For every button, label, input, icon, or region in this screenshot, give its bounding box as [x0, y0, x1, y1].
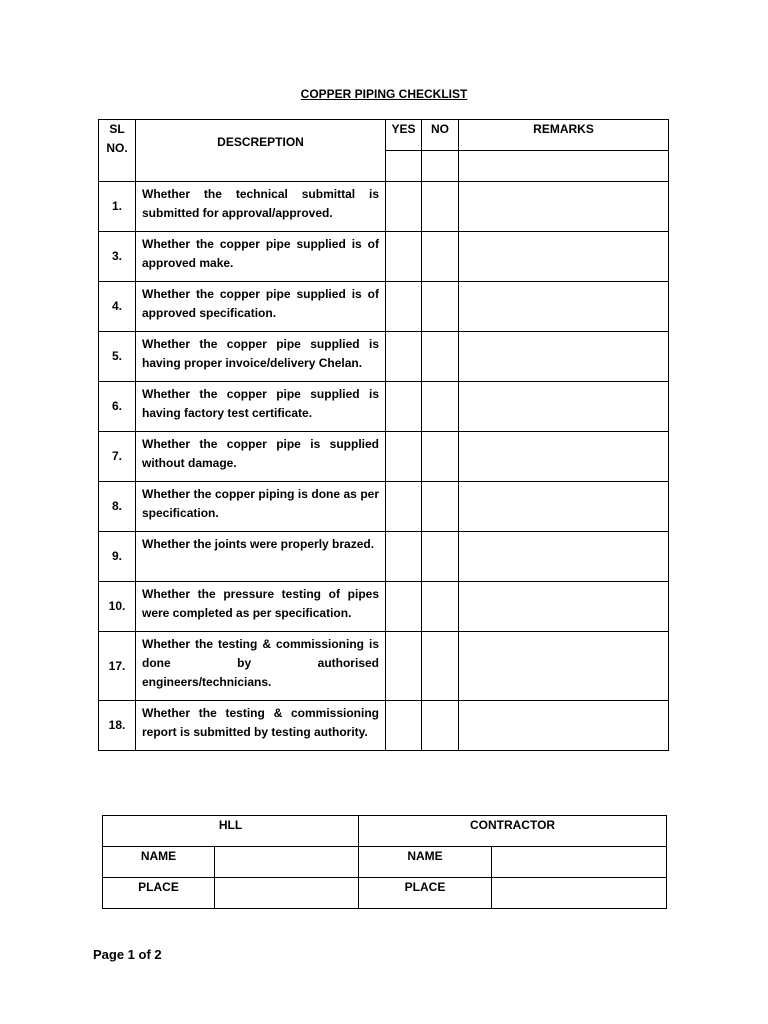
- row-description: Whether the testing & commissioning is done by authorised engineers/technicians.: [136, 632, 386, 701]
- contractor-place-label: PLACE: [359, 878, 492, 909]
- row-yes-cell[interactable]: [386, 182, 422, 232]
- row-sl-number: 9.: [99, 532, 136, 582]
- row-remarks-cell[interactable]: [459, 332, 669, 382]
- row-sl-number: 6.: [99, 382, 136, 432]
- table-row: [99, 482, 669, 532]
- row-no-cell[interactable]: [422, 332, 459, 382]
- row-remarks-cell[interactable]: [459, 182, 669, 232]
- checklist-table: [98, 119, 669, 751]
- row-description: Whether the technical submittal is submitted for approval/approved.: [136, 182, 386, 232]
- row-sl-number: 7.: [99, 432, 136, 482]
- row-sl-number: 3.: [99, 232, 136, 282]
- row-no-cell[interactable]: [422, 701, 459, 751]
- header-description-label: DESCREPTION: [217, 135, 304, 149]
- header-no-blank: [422, 151, 459, 182]
- signature-name-row: [103, 847, 667, 878]
- row-yes-cell[interactable]: [386, 532, 422, 582]
- hll-header: HLL: [103, 816, 359, 847]
- header-description: [136, 120, 386, 182]
- table-row: [99, 701, 669, 751]
- header-sl-no: [99, 120, 136, 182]
- signature-header-row: [103, 816, 667, 847]
- hll-name-label: NAME: [103, 847, 215, 878]
- header-row: [99, 120, 669, 151]
- row-no-cell[interactable]: [422, 482, 459, 532]
- contractor-place-field[interactable]: [492, 878, 667, 909]
- row-yes-cell[interactable]: [386, 282, 422, 332]
- header-yes-blank: [386, 151, 422, 182]
- row-yes-cell[interactable]: [386, 432, 422, 482]
- row-sl-number: 17.: [99, 632, 136, 701]
- contractor-name-label: NAME: [359, 847, 492, 878]
- row-description: Whether the copper pipe supplied is of approved make.: [136, 232, 386, 282]
- row-no-cell[interactable]: [422, 632, 459, 701]
- row-description: Whether the joints were properly brazed.: [136, 532, 386, 582]
- row-description: Whether the copper pipe supplied is having factory test certificate.: [136, 382, 386, 432]
- header-remarks-blank: [459, 151, 669, 182]
- table-row: [99, 382, 669, 432]
- signature-table: [102, 815, 667, 909]
- row-yes-cell[interactable]: [386, 582, 422, 632]
- header-yes: YES: [386, 120, 422, 151]
- row-no-cell[interactable]: [422, 582, 459, 632]
- row-remarks-cell[interactable]: [459, 232, 669, 282]
- table-row: [99, 582, 669, 632]
- contractor-name-field[interactable]: [492, 847, 667, 878]
- row-remarks-cell[interactable]: [459, 382, 669, 432]
- row-sl-number: 8.: [99, 482, 136, 532]
- row-yes-cell[interactable]: [386, 232, 422, 282]
- row-yes-cell[interactable]: [386, 332, 422, 382]
- row-description: Whether the copper pipe supplied is having proper invoice/delivery Chelan.: [136, 332, 386, 382]
- table-row: [99, 332, 669, 382]
- document-title: [0, 87, 768, 101]
- header-remarks: REMARKS: [459, 120, 669, 151]
- row-description: Whether the copper piping is done as per specification.: [136, 482, 386, 532]
- row-sl-number: 10.: [99, 582, 136, 632]
- row-description: Whether the pressure testing of pipes were completed as per specification.: [136, 582, 386, 632]
- row-remarks-cell[interactable]: [459, 582, 669, 632]
- table-row: [99, 232, 669, 282]
- row-sl-number: 18.: [99, 701, 136, 751]
- row-remarks-cell[interactable]: [459, 282, 669, 332]
- row-remarks-cell[interactable]: [459, 432, 669, 482]
- table-row: [99, 432, 669, 482]
- row-sl-number: 1.: [99, 182, 136, 232]
- hll-place-label: PLACE: [103, 878, 215, 909]
- header-no: NO: [422, 120, 459, 151]
- table-row: [99, 632, 669, 701]
- row-no-cell[interactable]: [422, 432, 459, 482]
- row-remarks-cell[interactable]: [459, 532, 669, 582]
- page-number: Page 1 of 2: [93, 947, 162, 962]
- row-no-cell[interactable]: [422, 532, 459, 582]
- row-no-cell[interactable]: [422, 232, 459, 282]
- header-sl-line2: NO.: [106, 141, 128, 155]
- row-description: Whether the testing & commissioning report is submitted by testing authority.: [136, 701, 386, 751]
- row-yes-cell[interactable]: [386, 382, 422, 432]
- row-no-cell[interactable]: [422, 282, 459, 332]
- row-remarks-cell[interactable]: [459, 632, 669, 701]
- contractor-header: CONTRACTOR: [359, 816, 667, 847]
- row-remarks-cell[interactable]: [459, 482, 669, 532]
- row-yes-cell[interactable]: [386, 482, 422, 532]
- hll-place-field[interactable]: [215, 878, 359, 909]
- row-sl-number: 5.: [99, 332, 136, 382]
- row-yes-cell[interactable]: [386, 632, 422, 701]
- row-description: Whether the copper pipe is supplied without damage.: [136, 432, 386, 482]
- row-yes-cell[interactable]: [386, 701, 422, 751]
- row-description: Whether the copper pipe supplied is of approved specification.: [136, 282, 386, 332]
- document-title-text: COPPER PIPING CHECKLIST: [300, 87, 468, 101]
- header-sl-line1: SL: [109, 122, 125, 136]
- signature-place-row: [103, 878, 667, 909]
- hll-name-field[interactable]: [215, 847, 359, 878]
- table-row: [99, 532, 669, 582]
- row-no-cell[interactable]: [422, 382, 459, 432]
- row-remarks-cell[interactable]: [459, 701, 669, 751]
- row-sl-number: 4.: [99, 282, 136, 332]
- row-no-cell[interactable]: [422, 182, 459, 232]
- table-row: [99, 282, 669, 332]
- table-row: [99, 182, 669, 232]
